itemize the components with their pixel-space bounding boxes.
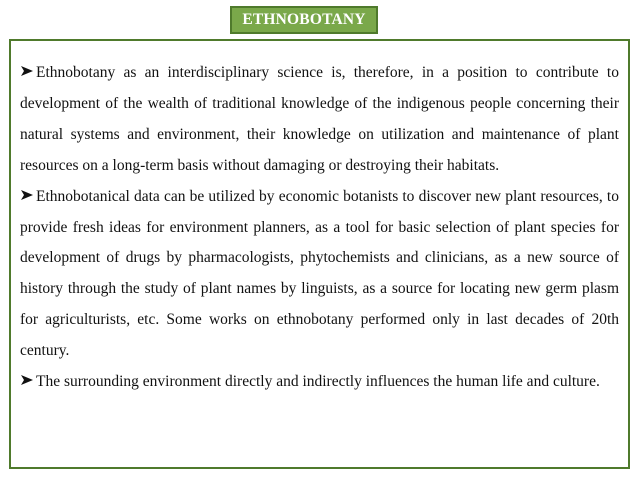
paragraph-3-text: The surrounding environment directly and indirectly influences the human life and culture. (36, 373, 600, 391)
paragraph-3 (20, 367, 619, 398)
page-title: ETHNOBOTANY (230, 6, 378, 34)
paragraph-2 (20, 182, 619, 367)
paragraph-1-text: Ethnobotany as an interdisciplinary science is, therefore, in a position to contribute to development of the wealth of traditional knowledge of the indigenous people concerning their natural systems and environment, their knowledge on utilization and maintenance of plant resources on a long-term basis without damaging or destroying their habitats. (20, 64, 619, 174)
content-panel (9, 39, 630, 469)
arrow-bullet-icon (20, 188, 34, 202)
arrow-bullet-icon (20, 64, 34, 78)
paragraph-1 (20, 58, 619, 182)
paragraph-2-text: Ethnobotanical data can be utilized by economic botanists to discover new plant resources, to provide fresh ideas for environment planners, as a tool for basic selection of plant species for development of drugs by pharmacologists, phytochemists and clinicians, as a new source of history through the study of plant names by linguists, as a source for locating new germ plasm for agriculturists, etc. Some works on ethnobotany performed only in last decades of 20th century. (20, 187, 619, 360)
arrow-bullet-icon (20, 373, 34, 387)
